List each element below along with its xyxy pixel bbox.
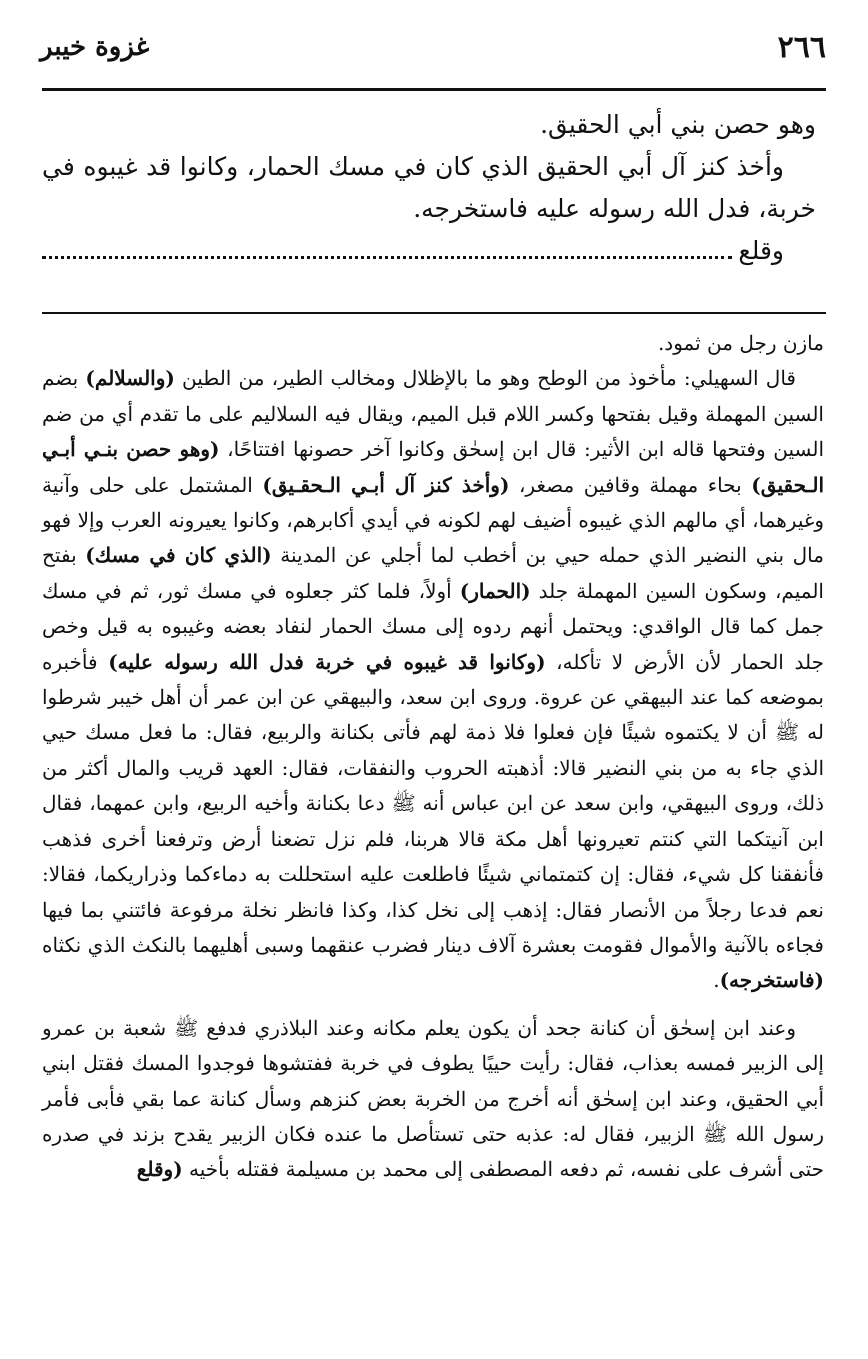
- note-paragraph-2: [42, 361, 824, 998]
- note-text: .: [713, 968, 720, 993]
- quoted-lemma: (وقلع: [136, 1157, 183, 1182]
- note-text: قال السهيلي: مأخوذ من الوطح وهو ما بالإظلال ومخالب الطير، من الطين: [174, 366, 796, 391]
- note-text: بحاء مهملة وقافين مصغر،: [509, 472, 752, 497]
- continuation-word: وقلع: [738, 236, 784, 265]
- note-text: أولاً، فلما كثر جعلوه في مسك ثور، ثم في مسك جمل كما قال الواقدي: ويحتمل أنهم ردوه إلى مسك الحمار لنفاد بعضه وغيبوه به قيل وخص جلد الحمار لأن الأرض لا تأكله،: [42, 578, 824, 674]
- quoted-lemma: (وهو حصن بنـي أبـي الـحقيق): [42, 437, 825, 497]
- note-paragraph-3: [42, 1011, 824, 1188]
- running-title: غزوة خيبر: [40, 32, 150, 62]
- page-header: [40, 30, 826, 80]
- quoted-lemma: (وكانوا قد غيبوه في خربة فدل الله رسوله عليه): [108, 649, 546, 674]
- header-rule: [42, 88, 826, 91]
- main-line-1: وهو حصن بني أبي الحقيق.: [540, 110, 816, 139]
- quoted-lemma: (الحمار): [459, 578, 531, 603]
- footnote-rule: [42, 312, 826, 314]
- main-text: [42, 104, 816, 272]
- note-text: المشتمل على حلى وآنية وغيرهما، أي مالهم الذي غيبوه أضيف لهم لكونه في أيدي أكابرهم، وكانوا يعيرونه العرب وإلا فهو مال بني النضير الذي حمله حيي بن أخطب لما أجلي عن المدينة: [42, 472, 824, 568]
- note-text: فأخبره بموضعه كما عند البيهقي عن عروة. وروى ابن سعد، والبيهقي عن ابن عمر أن أهل خيبر شرطوا له ﷺ أن لا يكتموه شيئًا فإن فعلوا فلا ذمة لهم فأتى بكنانة والربيع، فقال: ما فعل مسك حيي الذي جاء به من بني النضير قالا: أذهبته الحروب والنفقات، فقال: العهد قريب والمال أكثر من ذلك، وروى البيهقي، وابن سعد عن ابن عباس أنه ﷺ دعا بكنانة وأخيه الربيع، وابن عمهما، فقال ابن آنيتكما التي كنتم تعيرونها أهل مكة قالا هربنا، فلم نزل تضعنا أرض وترفعنا أخرى فذهب فأنفقنا كل شيء، فقال: إن كتمتماني شيئًا فاطلعت عليه استحللت به دماءكما وذراريكما، فقالا: نعم فدعا رجلاً من الأنصار فقال: إذهب إلى نخل كذا، وكذا فانظر نخلة مرفوعة فائتني بما فيها فجاءه بالآنية والأموال فقومت بعشرة آلاف دينار فضرب عنقهما وسبى أهليهما بالنكث الذي نكثاه: [42, 649, 824, 957]
- quoted-lemma: (والسلالم): [85, 366, 175, 391]
- note-text: وعند ابن إسحٰق أن كنانة جحد أن يكون يعلم مكانه وعند البلاذري فدفع ﷺ شعبة بن عمرو إلى الزبير فمسه بعذاب، فقال: رأيت حييًا يطوف في خربة ففتشوها فوجدوا المسك فقتل ابني أبي الحقيق، وعند ابن إسحٰق أنه أخرج من الخربة بعض كنزهم وسأل كنانة عما بقي فأبى فأمر رسول الله ﷺ الزبير، فقال له: عذبه حتى تستأصل ما عنده فكان الزبير يقدح بزند في صدره حتى أشرف على نفسه، ثم دفعه المصطفى إلى محمد بن مسيلمة فقتله بأخيه: [42, 1015, 824, 1182]
- note-line-1: مازن رجل من ثمود.: [657, 331, 824, 355]
- note-text: بضم السين المهملة وقيل بفتحها وكسر اللام قبل الميم، ويقال فيه السلاليم على ما تقدم أي من ضم السين وفتحها قاله ابن الأثير: قال ابن إسحٰق وكانوا آخر حصونها افتتاحًا،: [42, 366, 825, 462]
- dotted-leader: [42, 236, 732, 259]
- page-number: ٢٦٦: [777, 30, 826, 65]
- commentary: [42, 326, 824, 1188]
- main-continuation-line: [42, 230, 816, 272]
- note-text: بفتح الميم، وسكون السين المهملة جلد: [42, 543, 824, 603]
- quoted-lemma: (فاستخرجه): [719, 968, 824, 993]
- main-paragraph-2: وأخذ كنز آل أبي الحقيق الذي كان في مسك الحمار، وكانوا قد غيبوه في خربة، فدل الله رسوله عليه فاستخرجه.: [42, 152, 816, 223]
- quoted-lemma: (الذي كان في مسك): [85, 543, 272, 568]
- quoted-lemma: (وأخذ كنز آل أبـي الـحقـيق): [262, 472, 510, 497]
